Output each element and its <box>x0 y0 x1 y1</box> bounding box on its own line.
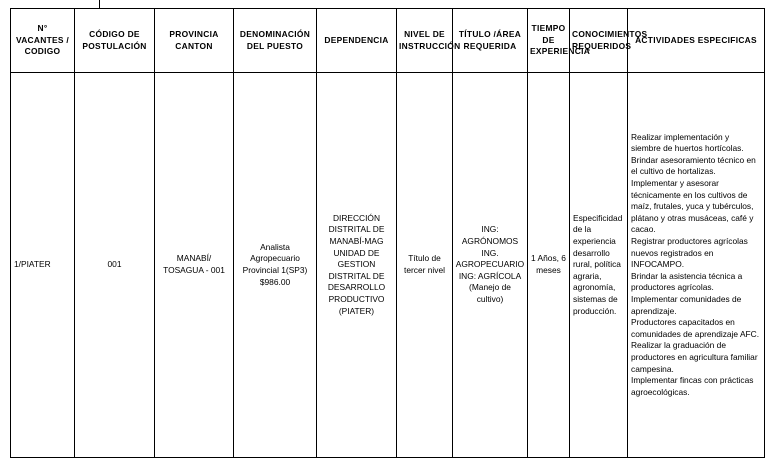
header-provincia: PROVINCIA CANTON <box>155 9 234 73</box>
activity-item: Implementar comunidades de aprendizaje. <box>631 293 742 316</box>
header-dependencia: DEPENDENCIA <box>317 9 397 73</box>
header-vacantes: N° VACANTES / CODIGO <box>11 9 75 73</box>
cell-titulo: ING: AGRÓNOMOS ING. AGROPECUARIO ING: AGRÍCOLA (Manejo de cultivo) <box>453 73 528 458</box>
activity-item: Productores capacitados en comunidades de aprendizaje AFC. <box>631 317 760 339</box>
table-row <box>11 73 765 458</box>
header-actividades: ACTIVIDADES ESPECIFICAS <box>628 9 765 73</box>
activity-item: Brindar asesoramiento técnico en el cultivo de hortalizas. <box>631 154 756 177</box>
header-tiempo: TIEMPO DE EXPERIENCIA <box>528 9 570 73</box>
header-denominacion: DENOMINACIÓN DEL PUESTO <box>234 9 317 73</box>
activity-item: Registrar productores agrícolas nuevos registrados en INFOCAMPO. <box>631 236 748 270</box>
cell-nivel: Título de tercer nivel <box>397 73 453 458</box>
header-conocimientos: CONOCIMIENTOS REQUERIDOS <box>570 9 628 73</box>
top-rule <box>99 0 100 8</box>
cell-vacantes: 1/PIATER <box>11 73 75 458</box>
cell-conocimientos: Especificidad de la experiencia desarrollo rural, política agraria, agronomía, sistemas de producción. <box>570 73 628 458</box>
header-nivel: NIVEL DE INSTRUCCIÓN <box>397 9 453 73</box>
cell-tiempo: 1 Años, 6 meses <box>528 73 570 458</box>
activity-item: Realizar la graduación de productores en agricultura familiar campesina. <box>631 340 758 374</box>
header-titulo: TÍTULO /ÁREA REQUERIDA <box>453 9 528 73</box>
activity-item: Implementar y asesorar técnicamente en los cultivos de maíz, frutales, yuca y tubérculos, plátano y otras musáceas, café y cacao. <box>631 178 754 235</box>
cell-denominacion: Analista Agropecuario Provincial 1(SP3) $986.00 <box>234 73 317 458</box>
cell-dependencia: DIRECCIÓN DISTRITAL DE MANABÍ-MAG UNIDAD DE GESTION DISTRITAL DE DESARROLLO PRODUCTIVO (PIATER) <box>317 73 397 458</box>
header-codigo: CÓDIGO DE POSTULACIÓN <box>75 9 155 73</box>
header-row <box>11 9 765 73</box>
job-posting-table <box>10 8 765 458</box>
cell-actividades <box>628 73 765 458</box>
cell-provincia: MANABÍ/ TOSAGUA - 001 <box>155 73 234 458</box>
activity-item: Realizar implementación y siembre de huertos hortícolas. <box>631 131 744 154</box>
activity-item: Implementar fincas con prácticas agroecológicas. <box>631 375 754 397</box>
activity-item: Brindar la asistencia técnica a productores agrícolas. <box>631 270 743 293</box>
cell-codigo: 001 <box>75 73 155 458</box>
